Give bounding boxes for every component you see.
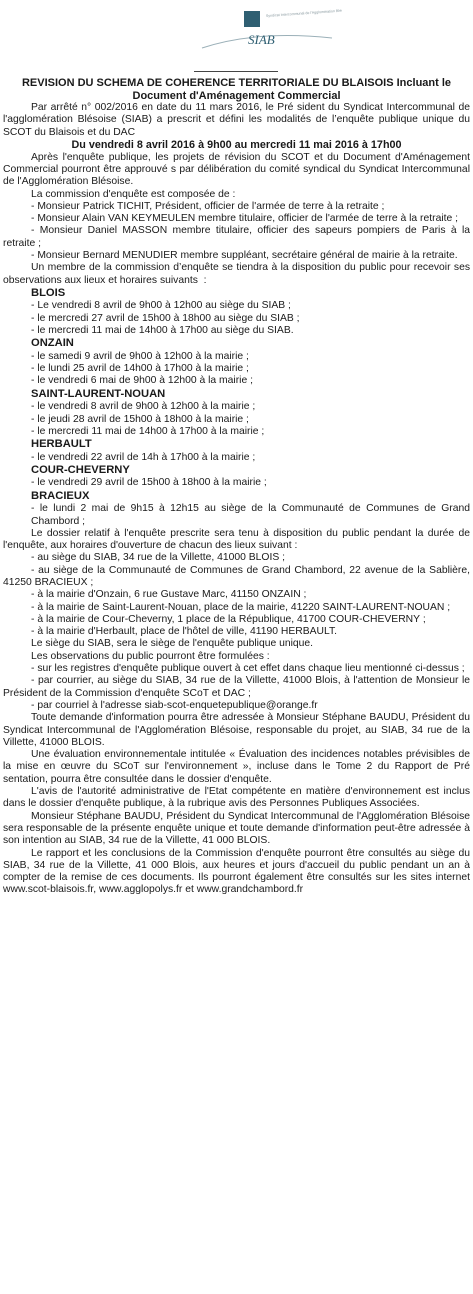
commission-member: - Monsieur Patrick TICHIT, Président, officier de l'armée de terre à la retraite ; [31, 200, 385, 212]
schedule-town: HERBAULT [31, 438, 92, 451]
schedule-slot: - le lundi 2 mai de 9h15 à 12h15 au siège de la Communauté de Communes de Grand Chambord ; [31, 503, 470, 527]
commission-member: - Monsieur Bernard MENUDIER membre suppléant, secrétaire général de mairie à la retraite. [31, 250, 458, 262]
closing-paragraph: Monsieur Stéphane BAUDU, Président du Syndicat Intercommunal de l'Agglomération Blésoise sera responsable de la présente enquête unique et toute demande d'information peut-être adressée à son intention au SIAB, 34 rue de la Villette, 41 000 BLOIS. [3, 810, 470, 847]
address-line: - à la mairie d'Onzain, 6 rue Gustave Marc, 41150 ONZAIN ; [31, 589, 307, 601]
schedule-slot: - le vendredi 22 avril de 14h à 17h00 à la mairie ; [31, 451, 256, 463]
header-divider [194, 71, 278, 72]
address-line: Le siège du SIAB, sera le siège de l'enquête publique unique. [31, 638, 314, 650]
closing-paragraph: Une évaluation environnementale intitulée « Évaluation des incidences notables prévisibles de la mise en œuvre du SCoT sur l'environnement », incluse dans le Tome 2 du Rapport de Pré sentation, pourra être consultée dans le dossier d'enquête. [3, 749, 470, 785]
address-line: - à la mairie d'Herbault, place de l'hôtel de ville, 41190 HERBAULT. [31, 626, 337, 638]
logo-tagline: Syndicat Intercommunal de l'Agglomération Blésoise [265, 8, 342, 18]
address-line: - au siège du SIAB, 34 rue de la Villette, 41000 BLOIS ; [31, 552, 285, 564]
inquiry-dates: Du vendredi 8 avril 2016 à 9h00 au mercredi 11 mai 2016 à 17h00 [71, 139, 402, 152]
schedule-slot: - le mercredi 27 avril de 15h00 à 18h00 au siège du SIAB ; [31, 312, 300, 324]
schedule-slot: - le vendredi 8 avril de 9h00 à 12h00 à la mairie ; [31, 401, 256, 413]
address-line: - à la mairie de Cour-Cheverny, 1 place de la République, 41700 COUR-CHEVERNY ; [31, 613, 426, 625]
closing-paragraph: L'avis de l'autorité administrative de l'Etat compétente en matière d'environnement est inclus dans le dossier d'enquête publique, à la rubrique avis des Personnes Publiques Associées. [3, 786, 470, 810]
siab-logo [196, 8, 342, 66]
notice-title: REVISION DU SCHEMA DE COHERENCE TERRITORIALE DU BLAISOIS Incluant le Document d'Aménagement Commercial [21, 77, 452, 102]
schedule-town: BLOIS [31, 286, 66, 299]
body-paragraph: La commission d'enquête est composée de : [31, 188, 236, 200]
closing-paragraph: Toute demande d'information pourra être adressée à Monsieur Stéphane BAUDU, Président du Syndicat Intercommunal de l'Agglomération Blésoise, responsable du projet, au SIAB, 34 rue de la Villette, 41000 BLOIS. [3, 712, 470, 748]
commission-member: - Monsieur Alain VAN KEYMEULEN membre titulaire, officier de l'armée de terre à la retraite ; [31, 213, 459, 225]
schedule-slot: - le mercredi 11 mai de 14h00 à 17h00 au siège du SIAB. [31, 325, 294, 337]
permanence-schedule [3, 287, 470, 528]
address-line: - par courrier, au siège du SIAB, 34 rue de la Villette, 41000 Blois, à l'attention de Monsieur le Président de la Commission d'enquête SCoT et DAC ; [3, 675, 470, 699]
closing-paragraph: Le rapport et les conclusions de la Commission d'enquête pourront être consultés au siège du SIAB, 34 rue de la Villette, 41 000 Blois, aux heures et jours d'accueil du public pendant un an à compter de la remise de ces documents. Ils pourront également être consultés sur les sites internet www.scot-blaisois.fr, www.agglopolys.fr et www.grandchambord.fr [3, 847, 470, 896]
schedule-town: BRACIEUX [31, 489, 90, 502]
logo-square-icon [244, 11, 260, 27]
schedule-slot: - le lundi 25 avril de 14h00 à 17h00 à la mairie ; [31, 363, 249, 375]
dossier-paragraph: Le dossier relatif à l'enquête prescrite sera tenu à disposition du public pendant la durée de l'enquête, aux horaires d'ouverture de chacun des lieux suivant : [3, 527, 470, 552]
address-line: - au siège de la Communauté de Communes de Grand Chambord, 22 avenue de la Sablière, 41250 BRACIEUX ; [3, 564, 470, 588]
closing-paragraphs [3, 712, 470, 896]
schedule-slot: - le vendredi 6 mai de 9h00 à 12h00 à la mairie ; [31, 375, 253, 387]
schedule-slot: - le jeudi 28 avril de 15h00 à 18h00 à la mairie ; [31, 413, 249, 425]
intro-paragraph: Par arrêté n° 002/2016 en date du 11 mars 2016, le Pré sident du Syndicat Intercommunal de l'agglomération Blésoise (SIAB) a prescrit et défini les modalités de l’enquête publique unique du SCOT du Blaisois et du DAC [3, 102, 470, 138]
address-line: - à la mairie de Saint-Laurent-Nouan, place de la mairie, 41220 SAINT-LAURENT-NOUAN ; [31, 601, 451, 613]
schedule-slot: - le samedi 9 avril de 9h00 à 12h00 à la mairie ; [31, 350, 249, 362]
address-line: - par courriel à l'adresse siab-scot-enquetepublique@orange.fr [31, 699, 318, 711]
address-line: - sur les registres d'enquête publique ouvert à cet effet dans chaque lieu mentionné ci-dessus ; [31, 663, 465, 675]
commission-member: - Monsieur Daniel MASSON membre titulaire, officier des sapeurs pompiers de Paris à la retraite ; [3, 225, 470, 249]
schedule-town: COUR-CHEVERNY [31, 463, 130, 476]
schedule-slot: - Le vendredi 8 avril de 9h00 à 12h00 au siège du SIAB ; [31, 300, 291, 312]
body-paragraph: Après l'enquête publique, les projets de révision du SCOT et du Document d'Aménagement Commercial pourront être approuvé s par délibération du comité syndical du Syndicat Intercommunal de l'Agglomération Blésoise. [3, 151, 470, 188]
schedule-town: SAINT-LAURENT-NOUAN [31, 387, 166, 400]
siab-logo-graphic [196, 8, 342, 66]
schedule-slot: - le mercredi 11 mai de 14h00 à 17h00 à la mairie ; [31, 425, 265, 437]
schedule-town: ONZAIN [31, 337, 74, 350]
schedule-slot: - le vendredi 29 avril de 15h00 à 18h00 à la mairie ; [31, 477, 267, 489]
consultation-addresses [3, 552, 470, 712]
notice-body [3, 77, 470, 897]
address-line: Les observations du public pourront être formulées : [31, 650, 270, 662]
logo-brand: SIAB [248, 32, 275, 47]
body-paragraph: Un membre de la commission d’enquête se tiendra à la disposition du public pour recevoir ses observations aux lieux et horaires suivants : [3, 262, 470, 286]
